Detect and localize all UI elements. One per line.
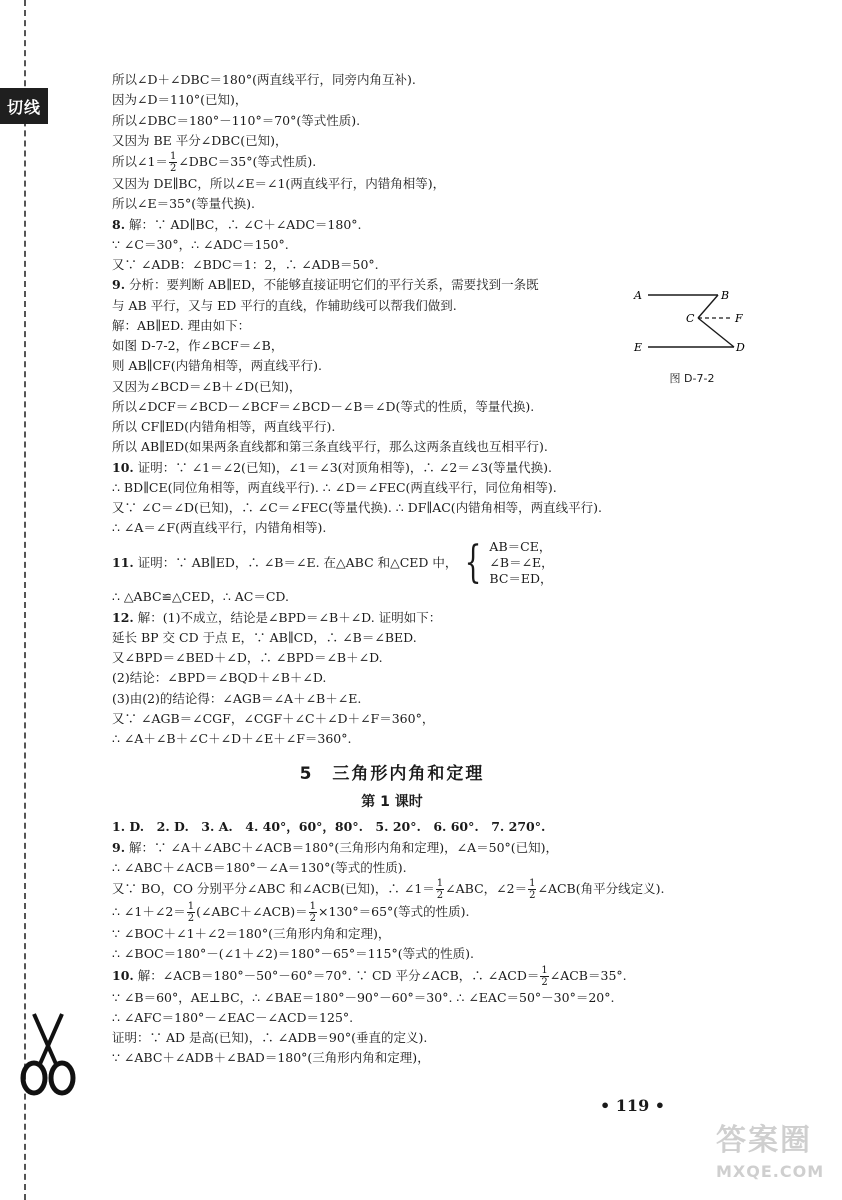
- text-line: [112, 965, 672, 988]
- section-title: 5 三角形内角和定理: [299, 764, 485, 785]
- text-line: 又因为 DE∥BC，所以∠E＝∠1(两直线平行，内错角相等)，: [112, 176, 446, 191]
- text-segment: ∠ACB＝35°.: [549, 967, 627, 983]
- text-line: 如图 D-7-2，作∠BCF＝∠B，: [112, 338, 284, 353]
- text-line: 所以∠DCF＝∠BCD－∠BCF＝∠BCD－∠B＝∠D(等式的性质，等量代换).: [112, 398, 535, 414]
- fraction-half: [540, 965, 548, 988]
- text-line: ∵ ∠C＝30°，∴ ∠ADC＝150°.: [112, 236, 289, 252]
- text-segment: 解：∠ACB＝180°－50°－60°＝70°. ∵ CD 平分∠ACB，∴ ∠ACD＝: [137, 967, 540, 983]
- line-cd: [698, 318, 734, 347]
- text-segment: (∠ABC＋∠ACB)＝: [196, 904, 308, 920]
- text-line: [112, 608, 672, 628]
- label-f: F: [735, 312, 743, 325]
- fraction-denominator: 2: [436, 890, 444, 902]
- text-segment: 解：∵ AD∥BC，∴ ∠C＋∠ADC＝180°.: [129, 216, 362, 232]
- label-d: D: [736, 341, 745, 354]
- fraction-numerator: 1: [169, 151, 177, 162]
- text-line: 所以∠D＋∠DBC＝180°(两直线平行，同旁内角互补).: [112, 72, 416, 87]
- text-line: ∴ ∠ABC＋∠ACB＝180°－∠A＝130°(等式的性质).: [112, 859, 407, 875]
- text-line: 又∠BPD＝∠BED＋∠D，∴ ∠BPD＝∠B＋∠D.: [112, 650, 383, 665]
- cut-line-label: 切线: [0, 88, 48, 124]
- question-number: 8.: [112, 216, 126, 232]
- answer-content: [112, 70, 672, 1069]
- text-line: 又∵ ∠AGB＝∠CGF，∠CGF＋∠C＋∠D＋∠F＝360°，: [112, 710, 435, 726]
- text-line: ∴ ∠AFC＝180°－∠EAC－∠ACD＝125°.: [112, 1009, 354, 1025]
- text-line: 所以∠E＝35°(等量代换).: [112, 196, 255, 212]
- text-line: 则 AB∥CF(内错角相等，两直线平行).: [112, 358, 322, 374]
- label-c: C: [686, 312, 695, 325]
- text-segment: 证明：∵ AB∥ED，∴ ∠B＝∠E. 在△ABC 和△CED 中，: [137, 554, 458, 570]
- page-number: • 119 •: [600, 1096, 665, 1115]
- line-bc: [698, 295, 718, 318]
- text-line: ∴ △ABC≌△CED，∴ AC＝CD.: [112, 589, 289, 605]
- text-line: [112, 151, 672, 174]
- text-line: ∵ ∠ABC＋∠ADB＋∠BAD＝180°(三角形内角和定理)，: [112, 1050, 430, 1066]
- fraction-numerator: 1: [436, 878, 444, 890]
- text-segment: 证明：∵ AD 是高(已知)，∴ ∠ADB＝90°(垂直的定义).: [112, 1030, 428, 1046]
- text-segment: ×130°＝65°(等式的性质).: [318, 904, 470, 920]
- text-segment: ∴ ∠1＋∠2＝: [112, 904, 186, 920]
- watermark-url: MXQE.COM: [716, 1162, 825, 1181]
- text-line: 延长 BP 交 CD 于点 E，∵ AB∥CD，∴ ∠B＝∠BED.: [112, 629, 417, 645]
- text-line: 又因为∠BCD＝∠B＋∠D(已知)，: [112, 378, 302, 394]
- text-line: 又∵ ∠ADB：∠BDC＝1：2，∴ ∠ADB＝50°.: [112, 257, 379, 272]
- text-line: [112, 878, 672, 901]
- text-segment: 解：∵ ∠A＋∠ABC＋∠ACB＝180°(三角形内角和定理)，∠A＝50°(已知)，: [129, 839, 559, 855]
- text-line: 所以∠DBC＝180°－110°＝70°(等式性质).: [112, 112, 361, 128]
- question-number: 12.: [112, 609, 134, 625]
- figure-caption: 图 D-7-2: [669, 372, 715, 385]
- text-line: ∵ ∠BOC＋∠1＋∠2＝180°(三角形内角和定理)，: [112, 926, 391, 942]
- text-line: [112, 215, 672, 235]
- text-segment: ∠ACB(角平分线定义).: [537, 881, 665, 897]
- text-line: ∴ ∠A＋∠B＋∠C＋∠D＋∠E＋∠F＝360°.: [112, 731, 352, 746]
- fraction-half: [187, 901, 195, 924]
- label-a: A: [634, 289, 642, 302]
- text-line: [112, 275, 672, 295]
- watermark-logo: 答案圈: [716, 1123, 812, 1158]
- text-line: [112, 838, 672, 858]
- fraction-denominator: 2: [187, 913, 195, 925]
- fraction-numerator: 1: [187, 901, 195, 913]
- text-line: 因为∠D＝110°(已知)，: [112, 92, 248, 108]
- question-number: 11.: [112, 554, 134, 570]
- text-segment: ∠ABC，∠2＝: [445, 881, 528, 897]
- text-segment: 分析：要判断 AB∥ED，不能够直接证明它们的平行关系，需要找到一条既: [129, 277, 539, 293]
- fraction-half: [309, 901, 317, 924]
- fraction-half: [528, 878, 536, 901]
- text-segment: 又∵ BO，CO 分别平分∠ABC 和∠ACB(已知)，∴ ∠1＝: [112, 881, 435, 897]
- question-number: 9.: [112, 277, 126, 293]
- section-subtitle: 第 1 课时: [361, 793, 423, 810]
- text-segment: ∠DBC＝35°(等式性质).: [178, 154, 317, 169]
- question-number: 9.: [112, 839, 126, 855]
- text-line: ∴ BD∥CE(同位角相等，两直线平行). ∴ ∠D＝∠FEC(两直线平行，同位角相等).: [112, 479, 557, 495]
- text-line: 解：AB∥ED. 理由如下：: [112, 317, 251, 333]
- fraction-numerator: 1: [541, 964, 548, 976]
- system-line: BC＝ED，: [489, 571, 553, 586]
- system-line: ∠B＝∠E，: [489, 554, 554, 570]
- text-line: (2)结论：∠BPD＝∠BQD＋∠B＋∠D.: [112, 670, 327, 686]
- text-segment: 证明：∵ ∠1＝∠2(已知)，∠1＝∠3(对顶角相等)，∴ ∠2＝∠3(等量代换).: [137, 459, 552, 475]
- text-line: (3)由(2)的结论得：∠AGB＝∠A＋∠B＋∠E.: [112, 690, 362, 706]
- watermark: [716, 1123, 838, 1196]
- scissors-icon: [12, 1012, 84, 1096]
- text-line: [112, 901, 672, 924]
- question-number: 10.: [112, 967, 134, 983]
- text-line: 与 AB 平行，又与 ED 平行的直线，作辅助线可以帮我们做到.: [112, 297, 457, 313]
- text-line: 所以 CF∥ED(内错角相等，两直线平行).: [112, 419, 336, 434]
- brace-symbol: {: [465, 536, 482, 588]
- text-line: 又因为 BE 平分∠DBC(已知)，: [112, 132, 288, 148]
- text-line: 所以 AB∥ED(如果两条直线都和第三条直线平行，那么这两条直线也互相平行).: [112, 439, 548, 455]
- text-line: [112, 1028, 672, 1048]
- text-line: ∴ ∠BOC＝180°－(∠1＋∠2)＝180°－65°＝115°(等式的性质).: [112, 946, 474, 962]
- label-e: E: [634, 341, 643, 354]
- fraction-denominator: 2: [169, 163, 177, 174]
- text-line: 又∵ ∠C＝∠D(已知)，∴ ∠C＝∠FEC(等量代换). ∴ DF∥AC(内错角相等，两直线平行).: [112, 500, 603, 515]
- fraction-half: [169, 151, 177, 174]
- system-line: AB＝CE，: [489, 538, 552, 554]
- text-line: [112, 536, 672, 588]
- text-line: ∵ ∠B＝60°，AE⊥BC，∴ ∠BAE＝180°－90°－60°＝30°. ∴ ∠EAC＝50°－30°＝20°.: [112, 989, 615, 1005]
- text-line: 1. D. 2. D. 3. A. 4. 40°，60°，80°. 5. 20°. 6. 60°. 7. 270°.: [112, 819, 546, 835]
- question-number: 10.: [112, 459, 134, 475]
- fraction-numerator: 1: [309, 901, 317, 913]
- label-b: B: [721, 289, 730, 302]
- text-segment: 所以∠1＝: [112, 154, 168, 169]
- text-line: [112, 458, 672, 478]
- text-line: ∴ ∠A＝∠F(两直线平行，内错角相等).: [112, 520, 327, 536]
- fraction-denominator: 2: [529, 890, 536, 902]
- equation-system: [457, 536, 554, 588]
- fraction-denominator: 2: [541, 976, 548, 988]
- fraction-half: [436, 878, 444, 901]
- fraction-numerator: 1: [529, 878, 536, 890]
- fraction-denominator: 2: [309, 913, 317, 925]
- text-segment: 解：(1)不成立，结论是∠BPD＝∠B＋∠D. 证明如下：: [137, 609, 442, 625]
